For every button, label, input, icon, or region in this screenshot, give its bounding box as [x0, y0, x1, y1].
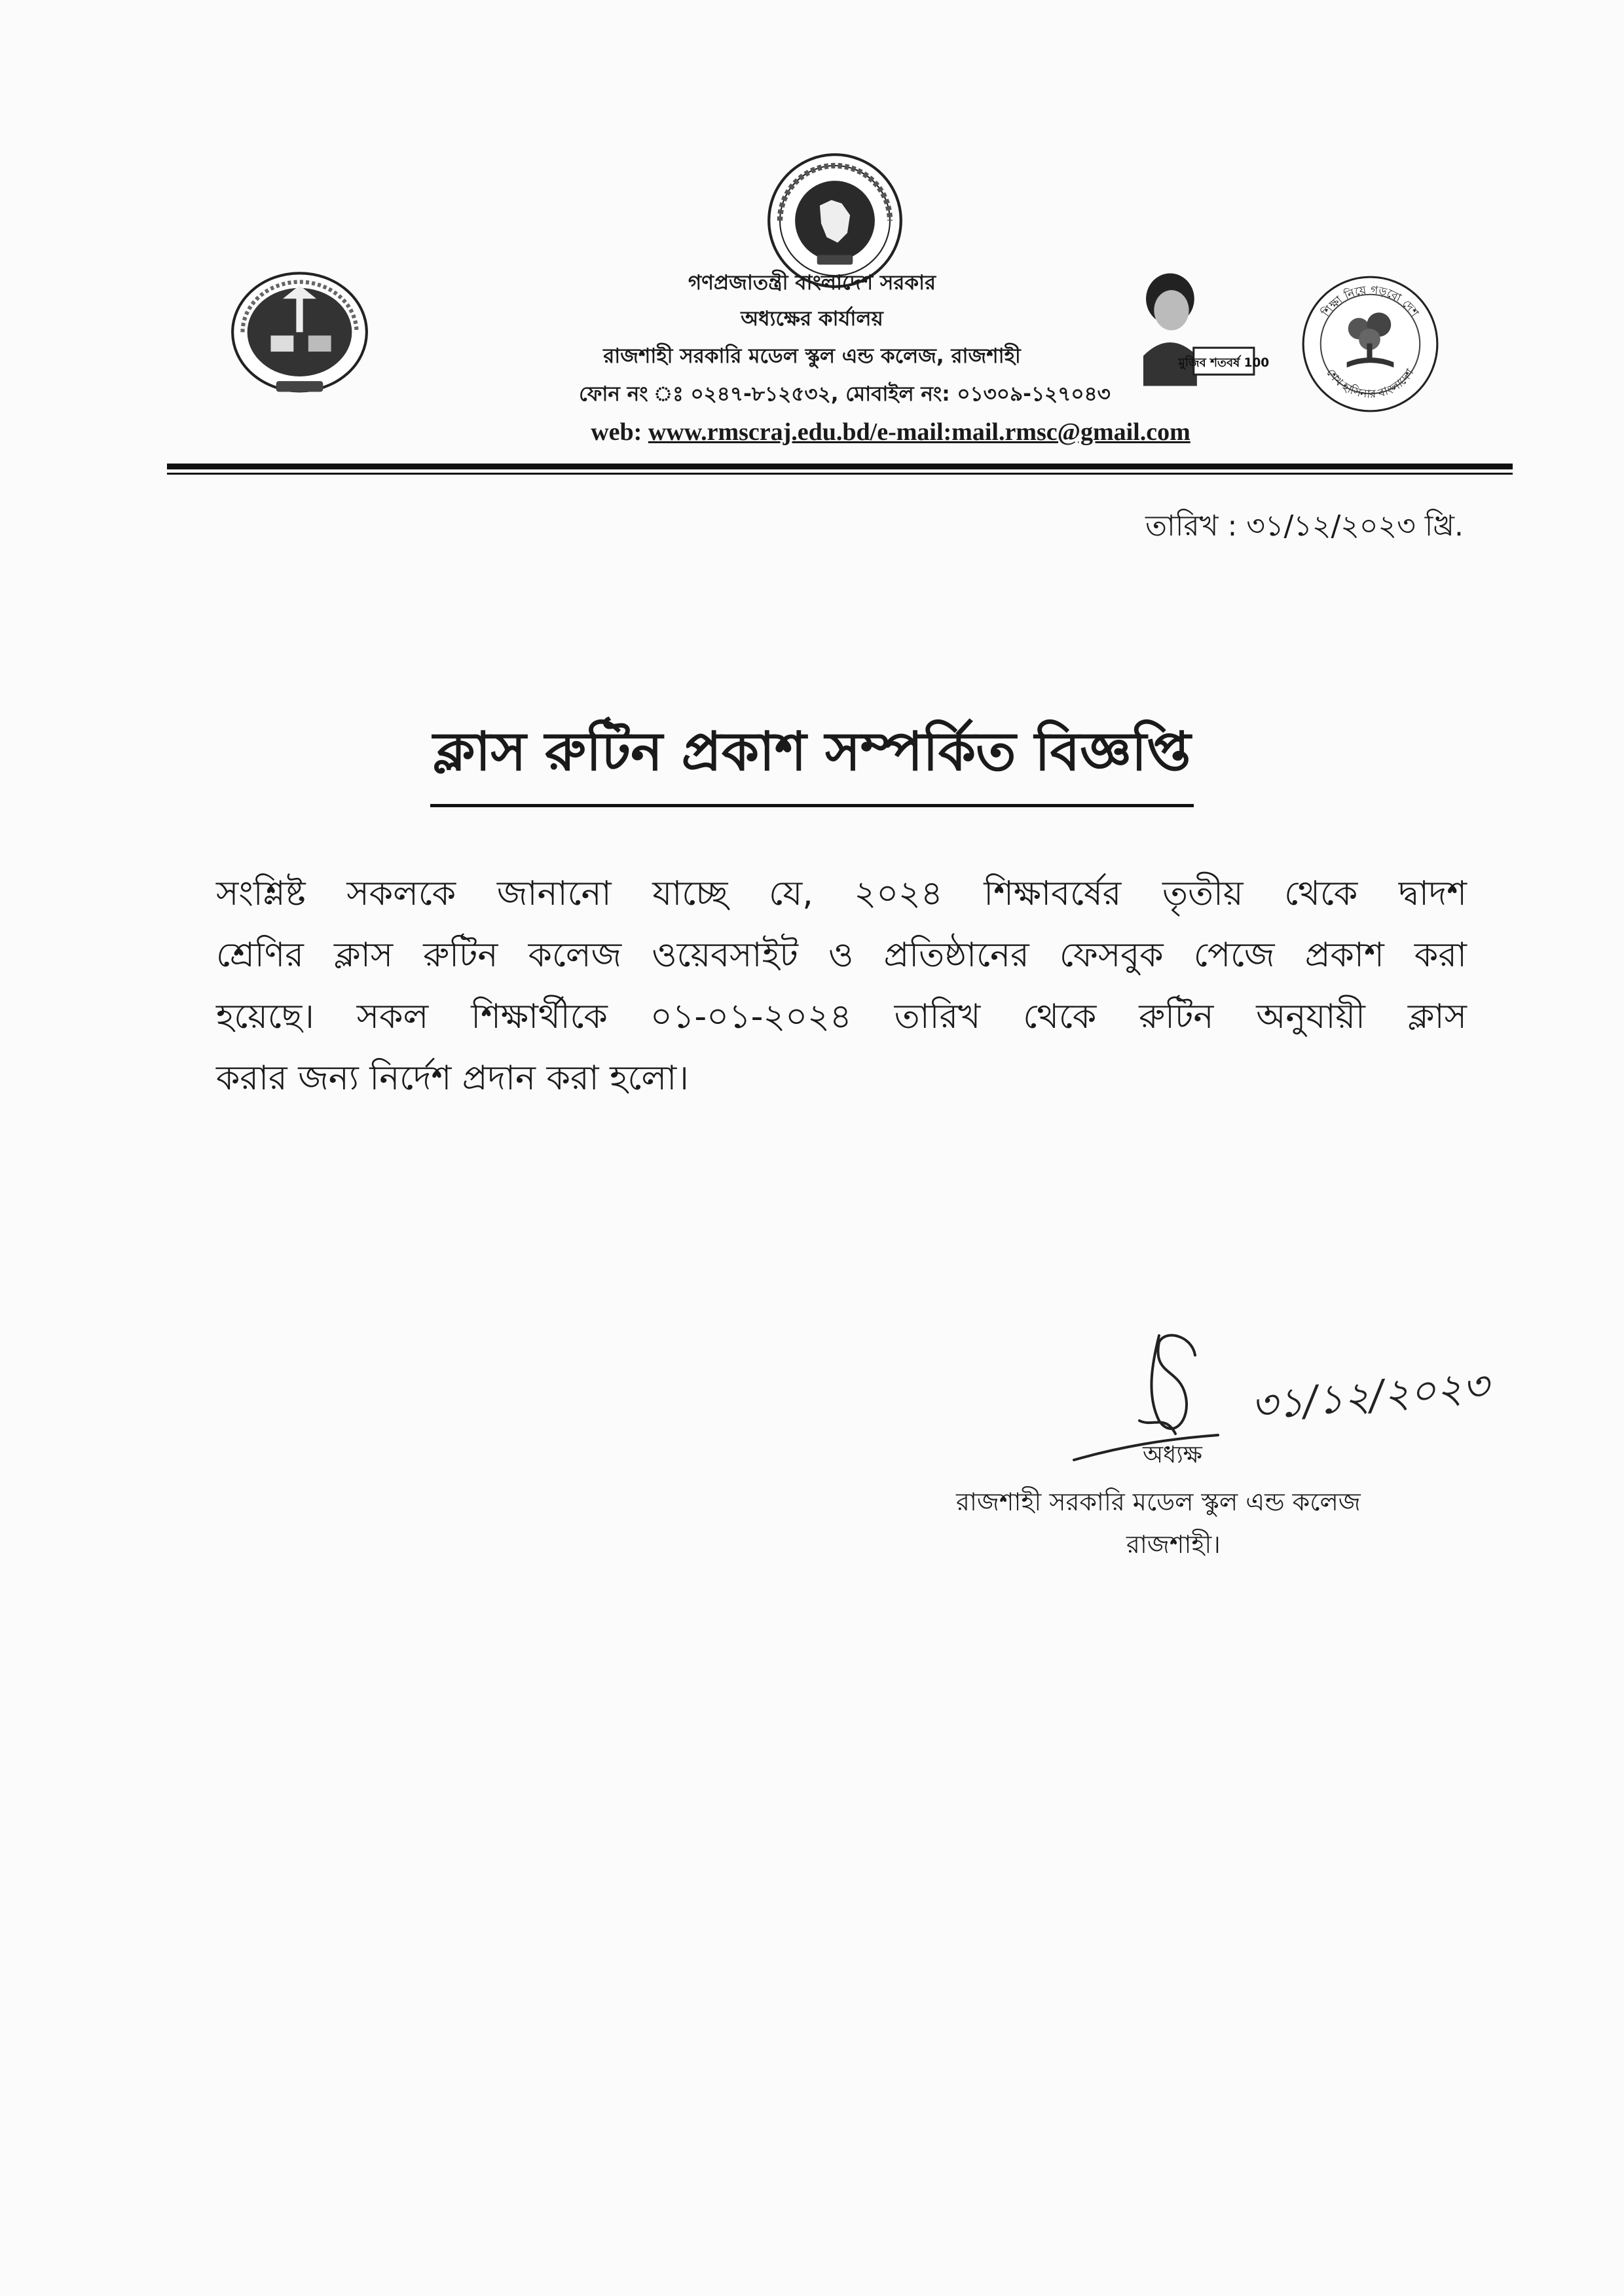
signature-date: ৩১/১২/২০২৩ [1249, 1361, 1491, 1430]
body-line: করার জন্য নির্দেশ প্রদান করা হলো। [216, 1059, 689, 1098]
notice-title: ক্লাস রুটিন প্রকাশ সম্পর্কিত বিজ্ঞপ্তি [430, 710, 1193, 807]
web-link[interactable]: www.rmscraj.edu.bd/e-mail:mail.rmsc@gmail.com [648, 418, 1190, 446]
signatory-institution: রাজশাহী সরকারি মডেল স্কুল এন্ড কলেজ [956, 1487, 1361, 1516]
header-divider-thin [167, 473, 1513, 475]
title-wrap [0, 710, 1624, 807]
notice-body [216, 863, 1467, 1109]
signatory-city: রাজশাহী। [1126, 1530, 1221, 1559]
office-name: অধ্যক্ষের কার্যালয় [741, 307, 883, 331]
body-line: সংশ্লিষ্ট সকলকে জানানো যাচ্ছে যে, ২০২৪ শিক্ষাবর্ষের তৃতীয় থেকে দ্বাদশ [216, 874, 1467, 913]
svg-text:শেখ হাসিনার বাংলাদেশ: শেখ হাসিনার বাংলাদেশ [1323, 366, 1417, 401]
header-divider [167, 464, 1513, 469]
govt-name: গণপ্রজাতন্ত্রী বাংলাদেশ সরকার [688, 271, 936, 295]
notice-date: তারিখ : ৩১/১২/২০২৩ খ্রি. [1145, 509, 1464, 543]
signatory-title: অধ্যক্ষ [1143, 1442, 1202, 1468]
institution-name: রাজশাহী সরকারি মডেল স্কুল এন্ড কলেজ, রাজশাহী [603, 344, 1021, 368]
svg-text:শিক্ষা নিয়ে গড়বো দেশ: শিক্ষা নিয়ে গড়বো দেশ [1320, 283, 1422, 319]
svg-text:মুজিব শতবর্ষ 100: মুজিব শতবর্ষ 100 [1178, 355, 1270, 370]
contact-web [504, 418, 1277, 446]
body-line: শ্রেণির ক্লাস রুটিন কলেজ ওয়েবসাইট ও প্রতিষ্ঠানের ফেসবুক পেজে প্রকাশ করা [216, 936, 1467, 975]
body-line: হয়েছে। সকল শিক্ষার্থীকে ০১-০১-২০২৪ তারিখ থেকে রুটিন অনুযায়ী ক্লাস [216, 997, 1467, 1036]
contact-phone: ফোন নং ঃ ০২৪৭-৮১২৫৩২, মোবাইল নং: ০১৩০৯-১২৭০৪৩ [579, 382, 1111, 406]
web-label: web: [591, 418, 642, 446]
